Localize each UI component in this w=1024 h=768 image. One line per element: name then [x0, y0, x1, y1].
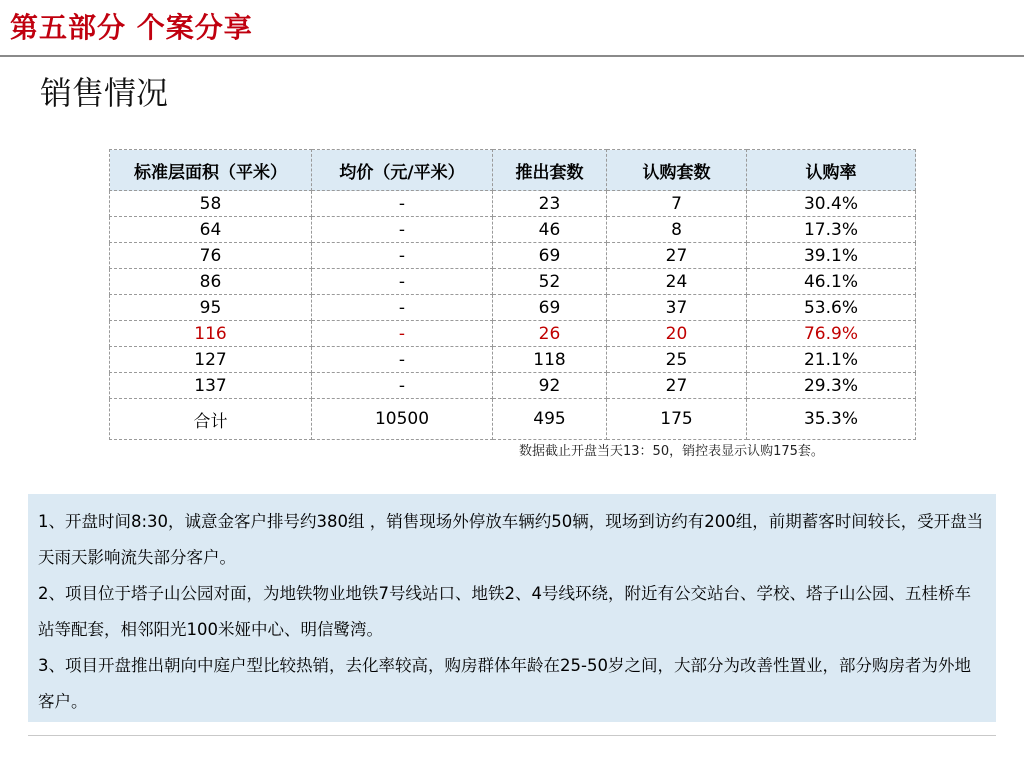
cell-launched: 26: [493, 321, 607, 347]
table-row-highlighted: [110, 321, 916, 347]
cell-area: 116: [110, 321, 312, 347]
cell-area: 137: [110, 373, 312, 399]
cell-rate: 39.1%: [747, 243, 916, 269]
cell-launched: 118: [493, 347, 607, 373]
cell-price: -: [312, 373, 493, 399]
cell-rate: 76.9%: [747, 321, 916, 347]
header-divider: [0, 55, 1024, 57]
total-label: 合计: [110, 399, 312, 440]
total-subscribed: 175: [607, 399, 747, 440]
cell-rate: 21.1%: [747, 347, 916, 373]
cell-subscribed: 37: [607, 295, 747, 321]
cell-rate: 29.3%: [747, 373, 916, 399]
cell-price: -: [312, 243, 493, 269]
cell-launched: 69: [493, 295, 607, 321]
table-row: [110, 269, 916, 295]
total-avg-price: 10500: [312, 399, 493, 440]
cell-price: -: [312, 269, 493, 295]
cell-rate: 17.3%: [747, 217, 916, 243]
cell-launched: 69: [493, 243, 607, 269]
page-title: 销售情况: [40, 74, 169, 112]
cell-subscribed: 24: [607, 269, 747, 295]
summary-point-1: 1、开盘时间8:30，诚意金客户排号约380组 ，销售现场外停放车辆约50辆，现场到访约有200组，前期蓄客时间较长，受开盘当天雨天影响流失部分客户。: [38, 512, 984, 567]
cell-price: -: [312, 347, 493, 373]
cell-area: 127: [110, 347, 312, 373]
cell-rate: 30.4%: [747, 191, 916, 217]
cell-area: 58: [110, 191, 312, 217]
column-header-rate: 认购率: [747, 150, 916, 191]
cell-price: -: [312, 217, 493, 243]
summary-box: [28, 494, 996, 722]
table-header-row: [110, 150, 916, 191]
cell-price: -: [312, 321, 493, 347]
cell-rate: 53.6%: [747, 295, 916, 321]
cell-rate: 46.1%: [747, 269, 916, 295]
cell-launched: 23: [493, 191, 607, 217]
cell-subscribed: 27: [607, 373, 747, 399]
table-row: [110, 295, 916, 321]
column-header-area: 标准层面积（平米）: [110, 150, 312, 191]
cell-price: -: [312, 295, 493, 321]
total-rate: 35.3%: [747, 399, 916, 440]
footer-divider: [28, 735, 996, 736]
column-header-launched: 推出套数: [493, 150, 607, 191]
table-row: [110, 191, 916, 217]
cell-price: -: [312, 191, 493, 217]
cell-area: 95: [110, 295, 312, 321]
cell-launched: 52: [493, 269, 607, 295]
cell-subscribed: 25: [607, 347, 747, 373]
column-header-subscribed: 认购套数: [607, 150, 747, 191]
data-cutoff-note: 数据截止开盘当天13：50，销控表显示认购175套。: [519, 444, 824, 459]
table-row: [110, 347, 916, 373]
cell-subscribed: 27: [607, 243, 747, 269]
cell-area: 86: [110, 269, 312, 295]
summary-point-3: 3、项目开盘推出朝向中庭户型比较热销，去化率较高，购房群体年龄在25-50岁之间，大部分为改善性置业，部分购房者为外地客户。: [38, 656, 971, 711]
cell-subscribed: 7: [607, 191, 747, 217]
table-row: [110, 243, 916, 269]
summary-point-2: 2、项目位于塔子山公园对面，为地铁物业地铁7号线站口、地铁2、4号线环绕，附近有公交站台、学校、塔子山公园、五桂桥车站等配套，相邻阳光100米娅中心、明信鹭湾。: [38, 584, 971, 639]
table-row: [110, 373, 916, 399]
cell-area: 64: [110, 217, 312, 243]
table-total-row: [110, 399, 916, 440]
table-row: [110, 217, 916, 243]
cell-launched: 46: [493, 217, 607, 243]
sales-table: [109, 149, 916, 440]
total-launched: 495: [493, 399, 607, 440]
column-header-price: 均价（元/平米）: [312, 150, 493, 191]
cell-area: 76: [110, 243, 312, 269]
section-title: 第五部分 个案分享: [10, 11, 253, 44]
cell-subscribed: 20: [607, 321, 747, 347]
cell-launched: 92: [493, 373, 607, 399]
cell-subscribed: 8: [607, 217, 747, 243]
